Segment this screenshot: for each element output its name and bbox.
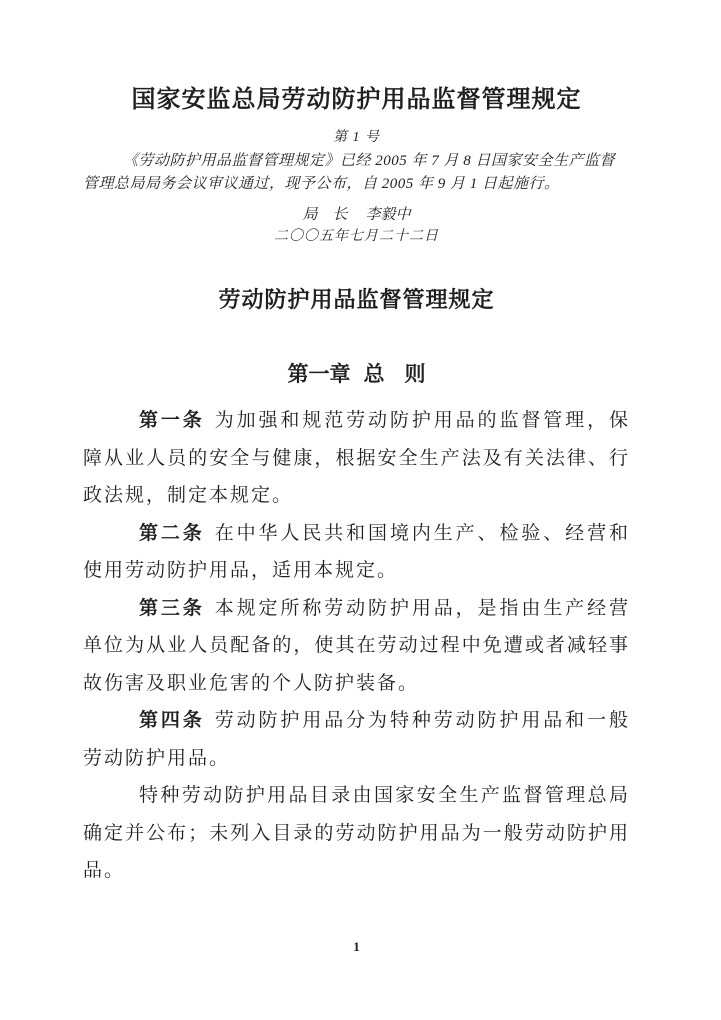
article-number: 第三条 — [139, 597, 205, 619]
article-text: 本规定所称劳动防护用品，是指由生产经营单位为从业人员配备的，使其在劳动过程中免遭或者减轻事故伤害及职业危害的个人防护装备。 — [83, 597, 630, 694]
article-paragraph — [83, 515, 630, 590]
signer-line — [83, 204, 630, 226]
chapter-name-second: 则 — [404, 362, 426, 386]
article-text: 特种劳动防护用品目录由国家安全生产监督管理总局确定并公布；未列入目录的劳动防护用品为一般劳动防护用品。 — [83, 785, 630, 881]
article-number: 第四条 — [139, 710, 205, 731]
article-text: 劳动防护用品分为特种劳动防护用品和一般劳动防护用品。 — [83, 710, 630, 769]
page-number: 1 — [353, 939, 360, 954]
article-number: 第一条 — [139, 410, 205, 431]
regulation-title: 劳动防护用品监督管理规定 — [218, 287, 495, 312]
main-title: 国家安监总局劳动防护用品监督管理规定 — [131, 86, 582, 113]
chapter-name-first: 总 — [363, 362, 385, 386]
chapter-heading — [83, 361, 630, 387]
articles-section — [83, 402, 630, 890]
article-paragraph — [83, 777, 630, 890]
article-text: 为加强和规范劳动防护用品的监督管理，保障从业人员的安全与健康，根据安全生产法及有关法律、行政法规，制定本规定。 — [83, 410, 630, 506]
article-text: 在中华人民共和国境内生产、检验、经营和使用劳动防护用品，适用本规定。 — [83, 522, 630, 581]
issue-date: 二〇〇五年七月二十二日 — [274, 229, 439, 244]
signer-name: 李毅中 — [365, 207, 411, 223]
issue-number: 第 1 号 — [333, 130, 380, 145]
article-paragraph — [83, 402, 630, 515]
article-number: 第二条 — [139, 522, 205, 544]
article-paragraph — [83, 702, 630, 777]
signer-title: 局 长 — [302, 207, 348, 223]
announcement-paragraph: 《劳动防护用品监督管理规定》已经 2005 年 7 月 8 日国家安全生产监督管理总局局务会议审议通过，现予公布，自 2005 年 9 月 1 日起施行。 — [83, 153, 616, 192]
article-paragraph — [83, 590, 630, 703]
chapter-number: 第一章 — [287, 362, 351, 386]
